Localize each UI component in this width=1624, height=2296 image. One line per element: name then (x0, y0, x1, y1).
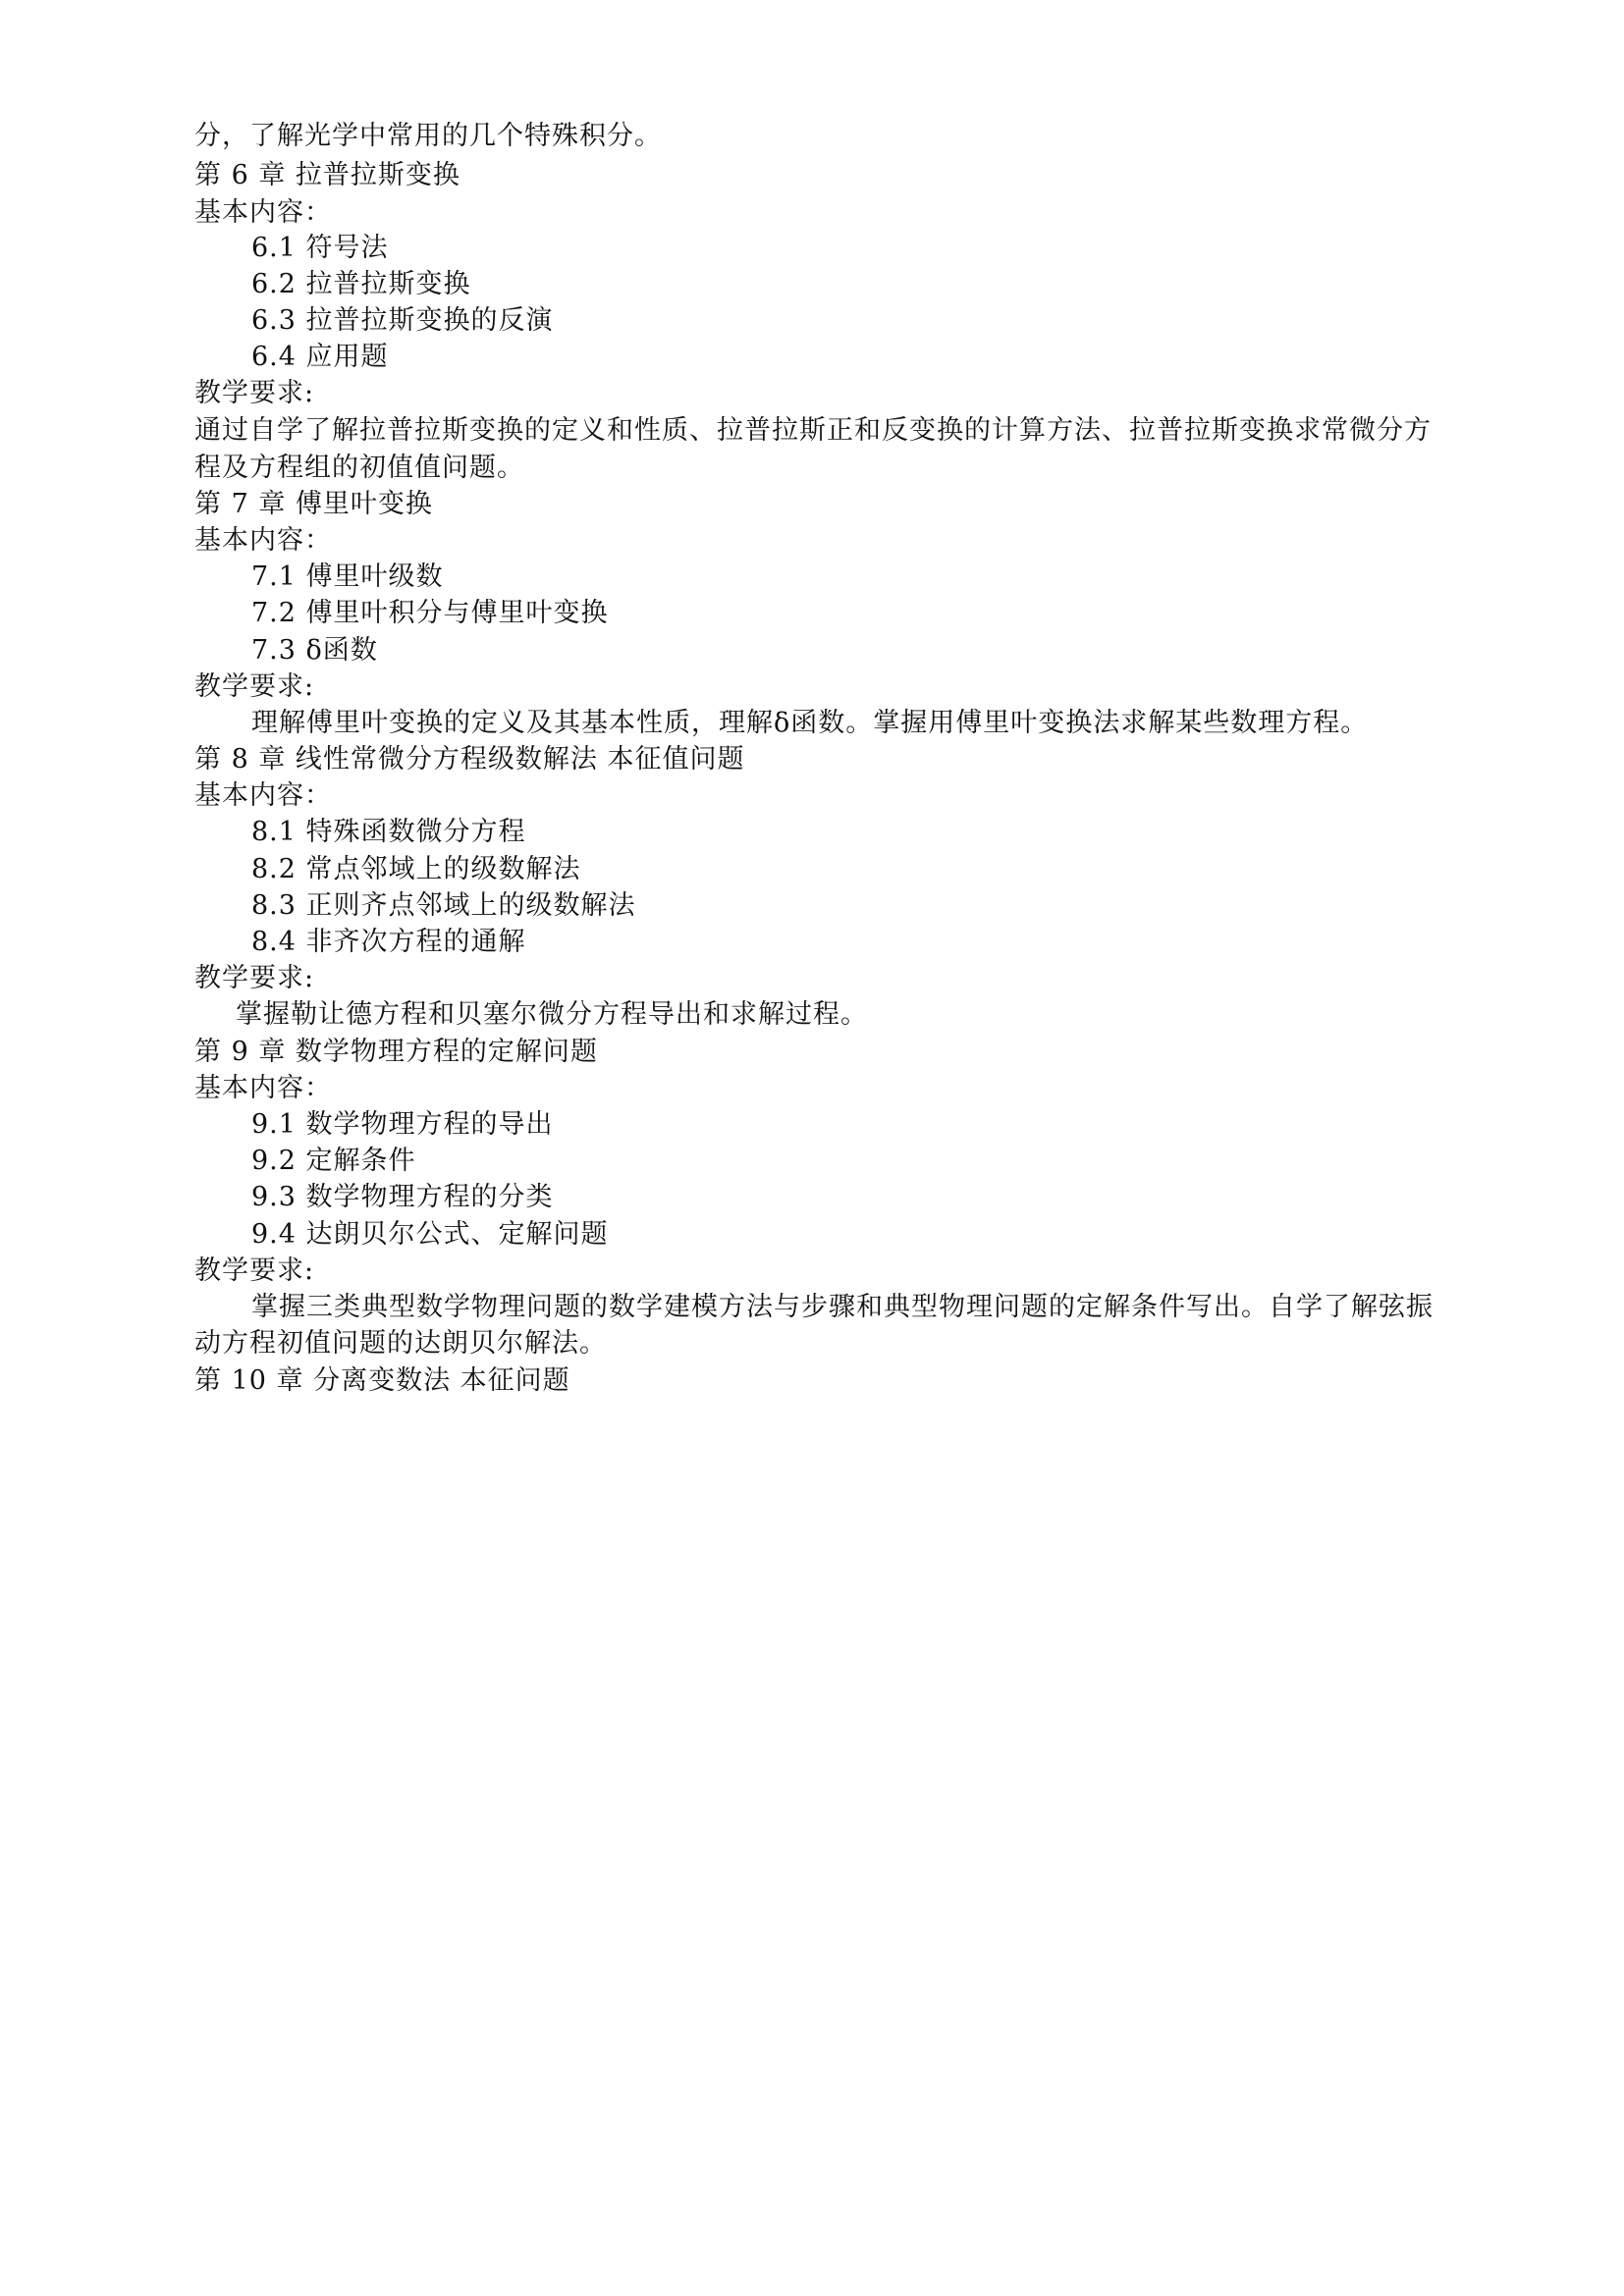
section-label: 基本内容： (194, 525, 332, 556)
chapter-heading: 第 10 章 分离变数法 本征问题 (194, 1365, 570, 1396)
list-item: 7.1 傅里叶级数 (251, 561, 444, 592)
section-label: 教学要求: (194, 671, 315, 702)
text-line: 动方程初值问题的达朗贝尔解法。 (194, 1328, 607, 1359)
list-item: 8.4 非齐次方程的通解 (251, 927, 526, 957)
chapter-heading: 第 6 章 拉普拉斯变换 (194, 160, 460, 190)
list-item: 7.3 δ函数 (251, 635, 378, 666)
text-line: 通过自学了解拉普拉斯变换的定义和性质、拉普拉斯正和反变换的计算方法、拉普拉斯变换求常微分方 (194, 415, 1432, 446)
section-label: 教学要求: (194, 378, 315, 408)
list-item: 7.2 傅里叶积分与傅里叶变换 (251, 598, 609, 628)
section-label: 基本内容： (194, 1073, 332, 1103)
text-line: 掌握三类典型数学物理问题的数学建模方法与步骤和典型物理问题的定解条件写出。自学了解弦振 (251, 1292, 1434, 1322)
text-line: 掌握勒让德方程和贝塞尔微分方程导出和求解过程。 (236, 999, 868, 1030)
text-line: 理解傅里叶变换的定义及其基本性质，理解δ函数。掌握用傅里叶变换法求解某些数理方程。 (251, 708, 1369, 738)
list-item: 6.4 应用题 (251, 342, 389, 372)
section-label: 基本内容： (194, 197, 332, 228)
list-item: 9.1 数学物理方程的导出 (251, 1109, 554, 1140)
list-item: 8.1 特殊函数微分方程 (251, 817, 526, 847)
chapter-heading: 第 7 章 傅里叶变换 (194, 489, 433, 519)
text-line: 程及方程组的初值值问题。 (194, 453, 524, 483)
chapter-heading: 第 9 章 数学物理方程的定解问题 (194, 1037, 598, 1067)
list-item: 8.3 正则齐点邻域上的级数解法 (251, 890, 636, 921)
list-item: 8.2 常点邻域上的级数解法 (251, 854, 581, 884)
section-label: 教学要求: (194, 1255, 315, 1286)
list-item: 6.1 符号法 (251, 233, 389, 263)
list-item: 9.4 达朗贝尔公式、定解问题 (251, 1219, 609, 1250)
list-item: 6.3 拉普拉斯变换的反演 (251, 305, 554, 336)
list-item: 9.3 数学物理方程的分类 (251, 1182, 554, 1212)
list-item: 9.2 定解条件 (251, 1146, 416, 1176)
list-item: 6.2 拉普拉斯变换 (251, 269, 471, 299)
text-line: 分，了解光学中常用的几个特殊积分。 (194, 121, 662, 151)
section-label: 基本内容： (194, 780, 332, 811)
section-label: 教学要求: (194, 963, 315, 993)
chapter-heading: 第 8 章 线性常微分方程级数解法 本征值问题 (194, 744, 745, 774)
